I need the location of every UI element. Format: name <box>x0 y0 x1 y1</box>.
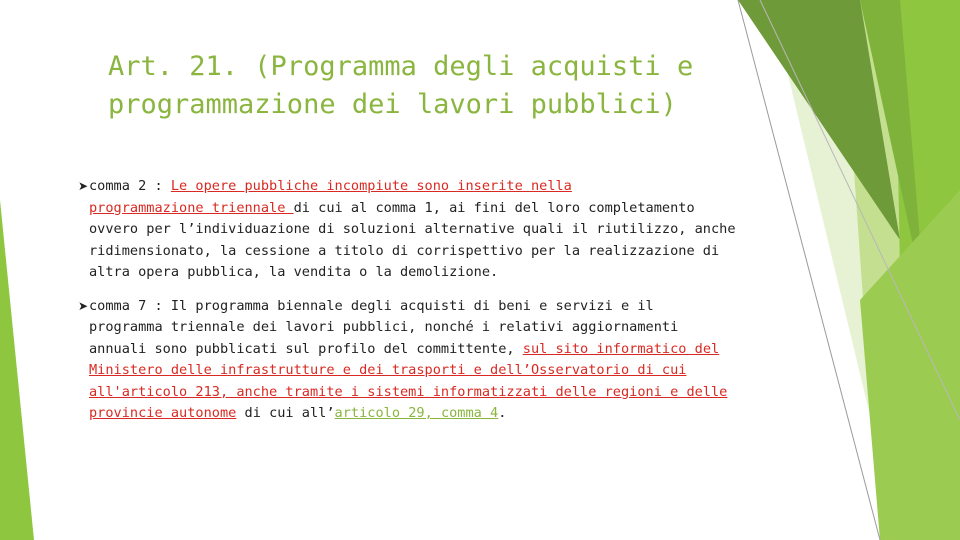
body-text: ridimensionato, la cessione a titolo di corrispettivo per la realizzazione di <box>89 242 720 259</box>
text-line <box>89 176 722 198</box>
arrow-bullet-icon: ➤ <box>78 298 89 313</box>
bullet-item <box>78 176 736 284</box>
body-text: altra opera pubblica, la vendita o la demolizione. <box>89 264 499 280</box>
text-line <box>89 403 722 425</box>
slide-title <box>108 48 728 124</box>
body-text: di cui all’ <box>236 405 335 421</box>
bullet-item <box>78 296 728 425</box>
body-text: programma triennale dei lavori pubblici, nonché i relativi aggiornamenti <box>89 319 679 335</box>
body-text: ovvero per l’individuazione di soluzioni alternative quali il riutilizzo, anche <box>89 221 736 237</box>
text-line <box>89 219 736 241</box>
linked-text[interactable]: sul sito informatico del <box>522 340 720 357</box>
text-line <box>89 262 722 284</box>
body-text: comma 2 : <box>89 178 171 194</box>
linked-text[interactable]: programmazione triennale <box>89 199 294 216</box>
linked-text[interactable]: provincie autonome <box>89 405 237 421</box>
text-line <box>89 360 722 382</box>
body-text: annuali sono pubblicati sul profilo del committente, <box>89 340 523 357</box>
text-line <box>89 198 722 220</box>
text-line <box>89 296 722 318</box>
article-link[interactable]: articolo 29, comma 4 <box>334 405 499 421</box>
left-green-shape <box>0 200 34 540</box>
text-line <box>89 241 722 263</box>
arrow-bullet-icon: ➤ <box>78 179 89 193</box>
text-line <box>89 317 722 339</box>
linked-text[interactable]: all'articolo 213, anche tramite i sistemi informatizzati delle regioni e delle <box>89 383 728 400</box>
body-text: di cui al comma 1, ai fini del loro completamento <box>293 199 695 216</box>
title-line: programmazione dei lavori pubblici) <box>108 89 677 120</box>
linked-text[interactable]: Le opere pubbliche incompiute sono inserite nella <box>170 178 572 194</box>
bullet-list <box>78 176 736 437</box>
linked-text[interactable]: Ministero delle infrastrutture e dei trasporti e dell’Osservatorio di cui <box>89 362 687 378</box>
body-text: comma 7 : Il programma biennale degli acquisti di beni e servizi e il <box>89 297 654 314</box>
text-line <box>89 382 728 404</box>
title-line: Art. 21. (Programma degli acquisti e <box>108 51 694 82</box>
text-line <box>89 339 722 361</box>
body-text: . <box>498 405 507 421</box>
